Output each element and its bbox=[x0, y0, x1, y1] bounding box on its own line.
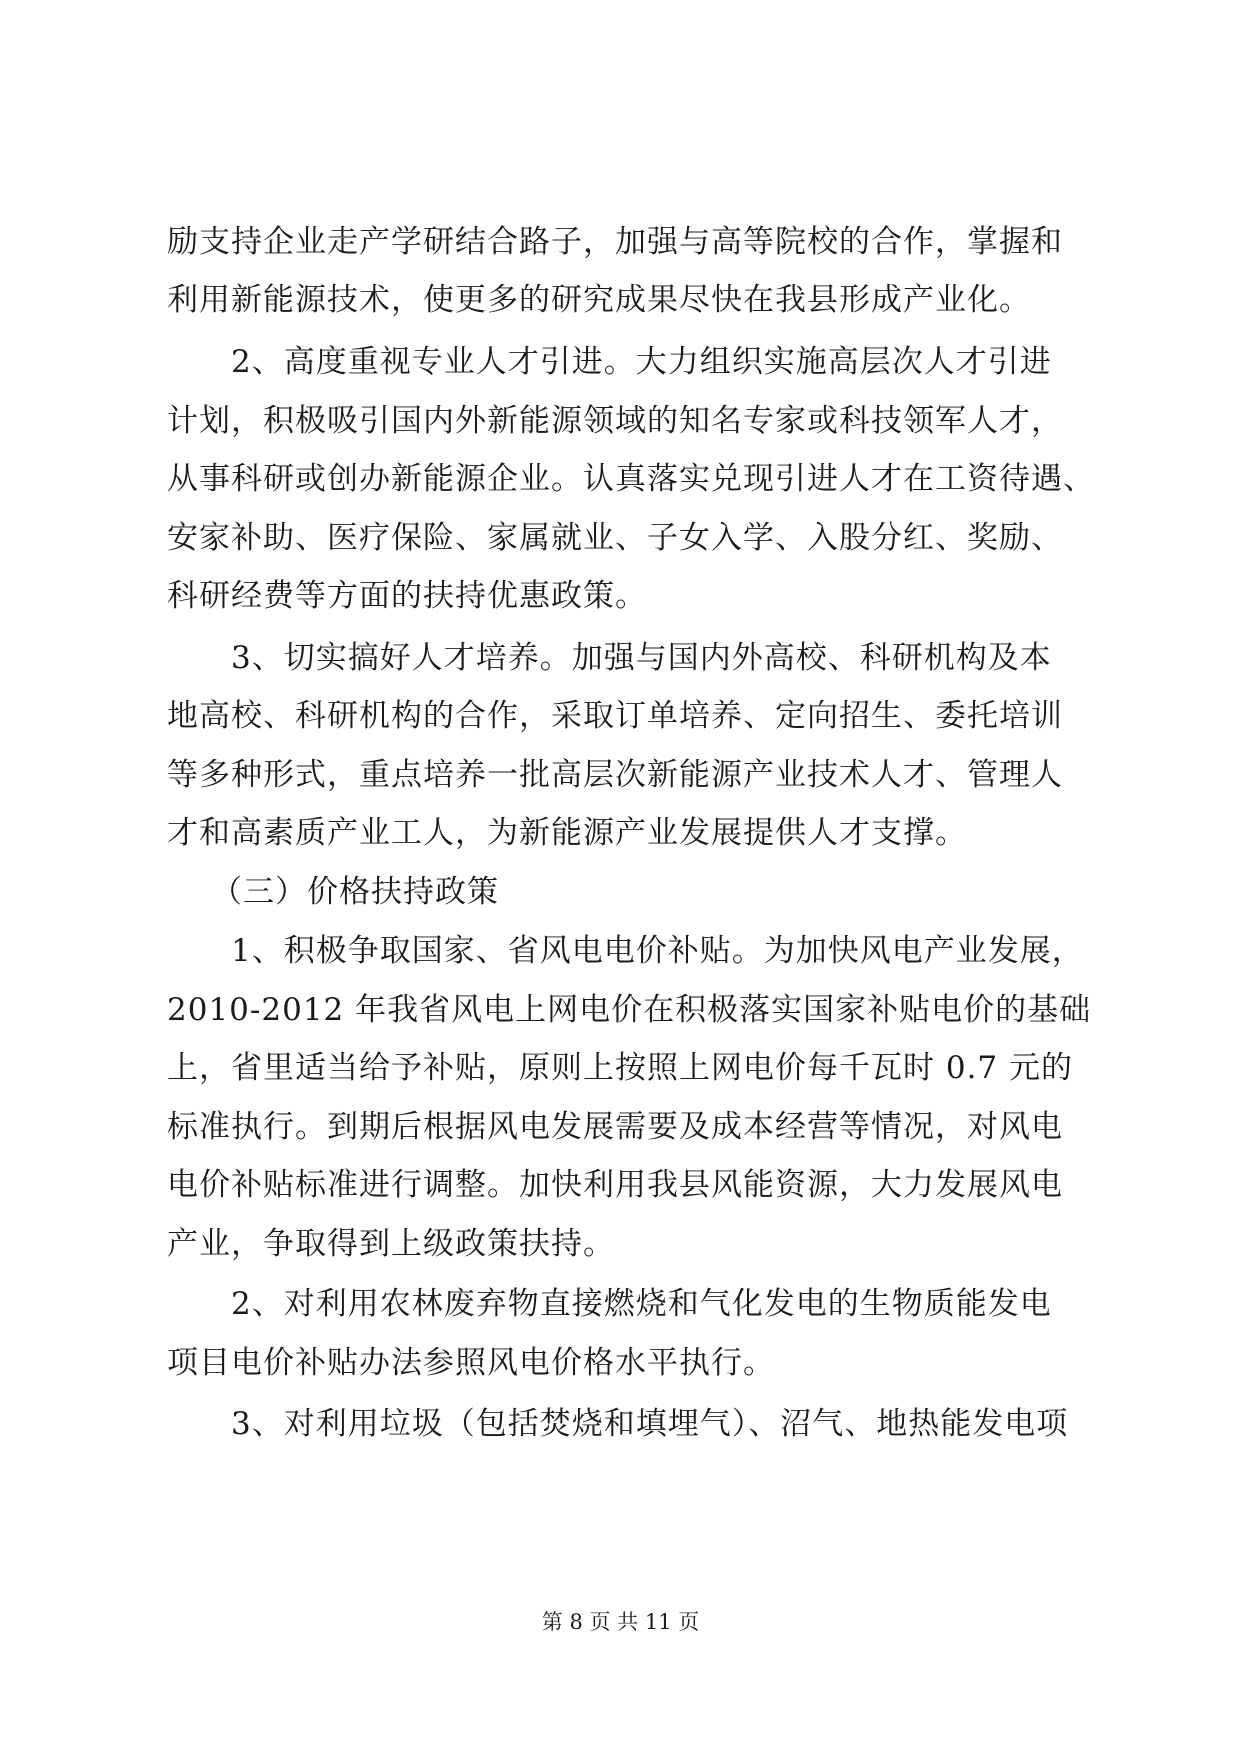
text-line: 计划，积极吸引国内外新能源领域的知名专家或科技领军人才， bbox=[167, 403, 1063, 439]
text-line: 利用新能源技术，使更多的研究成果尽快在我县形成产业化。 bbox=[167, 282, 1031, 318]
text-line: 项目电价补贴办法参照风电价格水平执行。 bbox=[167, 1345, 775, 1381]
text-line: 才和高素质产业工人，为新能源产业发展提供人才支撑。 bbox=[167, 815, 967, 851]
page-number-footer: 第 8 页 共 11 页 bbox=[541, 1610, 700, 1634]
text-line: 科研经费等方面的扶持优惠政策。 bbox=[167, 578, 647, 614]
text-line: 电价补贴标准进行调整。加快利用我县风能资源，大力发展风电 bbox=[167, 1167, 1063, 1203]
text-line: 等多种形式，重点培养一批高层次新能源产业技术人才、管理人 bbox=[167, 757, 1063, 793]
text-line: 产业，争取得到上级政策扶持。 bbox=[167, 1226, 615, 1262]
text-line: 上，省里适当给予补贴，原则上按照上网电价每千瓦时 0.7 元的 bbox=[167, 1050, 1074, 1086]
text-line: 安家补助、医疗保险、家属就业、子女入学、入股分红、奖励、 bbox=[167, 520, 1063, 556]
text-line: 2010-2012 年我省风电上网电价在积极落实国家补贴电价的基础 bbox=[167, 992, 1092, 1028]
text-line: 标准执行。到期后根据风电发展需要及成本经营等情况，对风电 bbox=[167, 1109, 1063, 1145]
text-line: 从事科研或创办新能源企业。认真落实兑现引进人才在工资待遇、 bbox=[167, 461, 1095, 497]
text-line: 2、对利用农林废弃物直接燃烧和气化发电的生物质能发电 bbox=[231, 1286, 1052, 1322]
text-line: 1、积极争取国家、省风电电价补贴。为加快风电产业发展， bbox=[231, 933, 1084, 969]
text-line: 励支持企业走产学研结合路子，加强与高等院校的合作，掌握和 bbox=[167, 224, 1063, 260]
text-line: 3、对利用垃圾（包括焚烧和填埋气）、沼气、地热能发电项 bbox=[231, 1406, 1069, 1442]
text-line: 3、切实搞好人才培养。加强与国内外高校、科研机构及本 bbox=[231, 640, 1052, 676]
section-heading: （三）价格扶持政策 bbox=[211, 874, 499, 910]
text-line: 2、高度重视专业人才引进。大力组织实施高层次人才引进 bbox=[231, 344, 1052, 380]
text-line: 地高校、科研机构的合作，采取订单培养、定向招生、委托培训 bbox=[167, 698, 1063, 734]
